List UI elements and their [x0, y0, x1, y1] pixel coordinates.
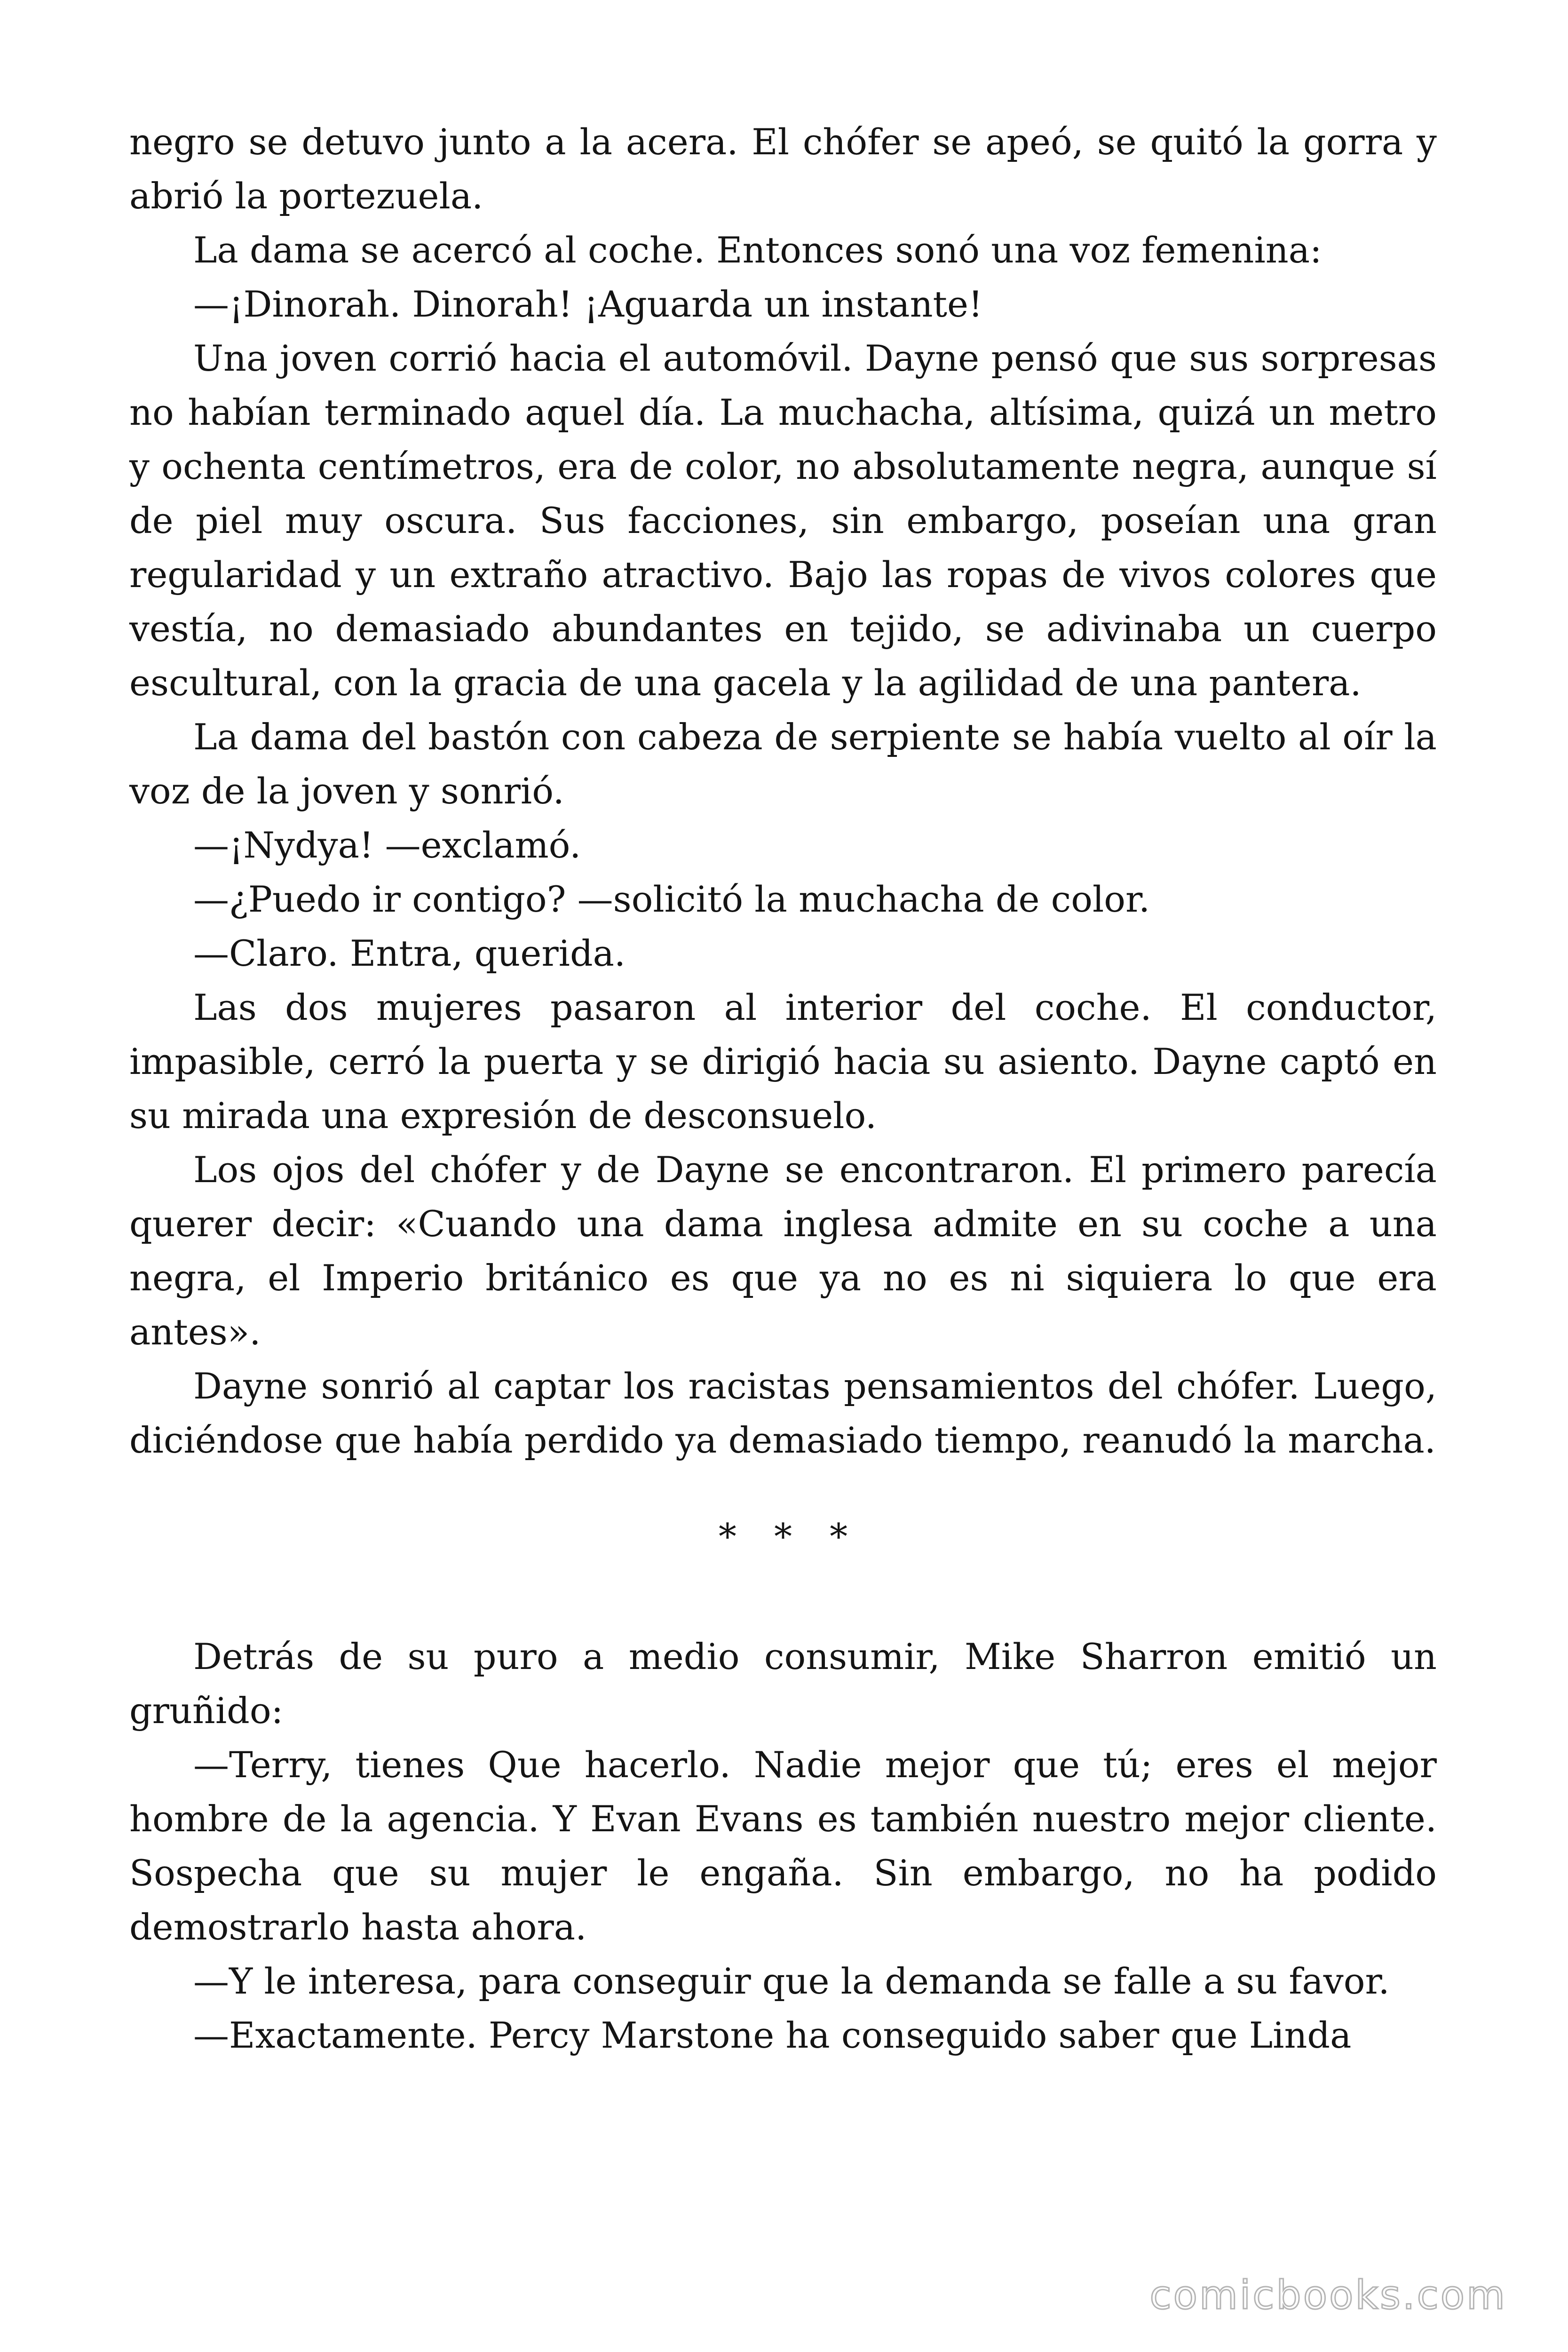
paragraph: —Claro. Entra, querida.	[193, 932, 626, 974]
paragraph: La dama del bastón con cabeza de serpiente se había vuelto al oír la voz de la joven y sonrió.	[129, 716, 1437, 812]
paragraph: —¡Nydya! —exclamó.	[193, 824, 581, 866]
paragraph: Las dos mujeres pasaron al interior del coche. El conductor, impasible, cerró la puerta y se dirigió hacia su asiento. Dayne captó en su mirada una expresión de desconsuelo.	[129, 986, 1437, 1136]
paragraph: Dayne sonrió al captar los racistas pensamientos del chófer. Luego, diciéndose que había perdido ya demasiado tiempo, reanudó la marcha.	[129, 1365, 1437, 1461]
paragraph: La dama se acercó al coche. Entonces sonó una voz femenina:	[193, 229, 1322, 271]
paragraph: —¡Dinorah. Dinorah! ¡Aguarda un instante!	[193, 283, 983, 325]
section-separator: * * *	[718, 1516, 861, 1557]
paragraph: —Exactamente. Percy Marstone ha conseguido saber que Linda	[193, 2014, 1352, 2056]
paragraph: —Terry, tienes Que hacerlo. Nadie mejor que tú; eres el mejor hombre de la agencia. Y Evan Evans es también nuestro mejor cliente. Sospecha que su mujer le engaña. Sin embargo, no ha podido demostrarlo hasta ahora.	[129, 1744, 1437, 1948]
paragraph: negro se detuvo junto a la acera. El chófer se apeó, se quitó la gorra y abrió la portezuela.	[129, 121, 1437, 217]
paragraph: Los ojos del chófer y de Dayne se encontraron. El primero parecía querer decir: «Cuando una dama inglesa admite en su coche a una negra, el Imperio británico es que ya no es ni siquiera lo que era antes».	[129, 1149, 1437, 1353]
book-page-body	[129, 115, 1437, 2062]
paragraph: —¿Puedo ir contigo? —solicitó la muchacha de color.	[193, 878, 1150, 920]
paragraph: Detrás de su puro a medio consumir, Mike Sharron emitió un gruñido:	[129, 1636, 1437, 1732]
paragraph: Una joven corrió hacia el automóvil. Dayne pensó que sus sorpresas no habían terminado aquel día. La muchacha, altísima, quizá un metro y ochenta centímetros, era de color, no absolutamente negra, aunque sí de piel muy oscura. Sus facciones, sin embargo, poseían una gran regularidad y un extraño atractivo. Bajo las ropas de vivos colores que vestía, no demasiado abundantes en tejido, se adivinaba un cuerpo escultural, con la gracia de una gacela y la agilidad de una pantera.	[129, 337, 1437, 704]
site-watermark: comicbooks.com	[1149, 2272, 1507, 2318]
paragraph: —Y le interesa, para conseguir que la demanda se falle a su favor.	[193, 1960, 1390, 2002]
